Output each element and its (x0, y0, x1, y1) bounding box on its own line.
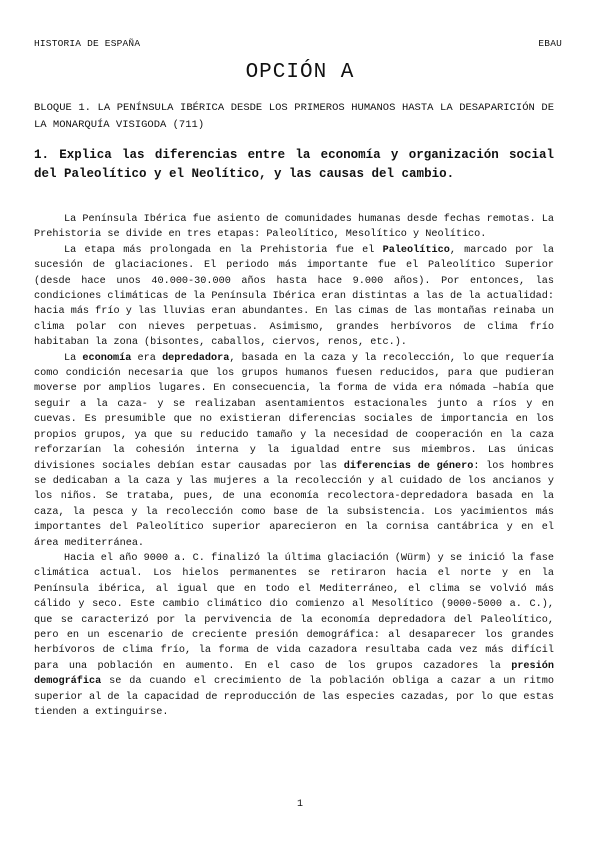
paragraph-3-text-g: : los hombres se dedicaban a la caza y las mujeres a la recolección y al cuidado de los ancianos y los niños. Se trataba, pues, de una economía recolectora-depredadora basada en la caza, la pesca y la recolección como base de la subsistencia. Los yacimientos más importantes del Paleolítico superior aparecieron en la cornisa cantábrica y en el área mediterránea. (34, 460, 554, 549)
question-heading: 1. Explica las diferencias entre la economía y organización social del Paleolítico y el Neolítico, y las causas del cambio. (34, 148, 554, 181)
page-number: 1 (296, 799, 303, 810)
term-diferencias-genero: diferencias de género (343, 460, 474, 472)
answer-body (34, 212, 554, 720)
paragraph-4 (34, 551, 554, 720)
term-presion-demografica: presión demográfica (34, 660, 554, 688)
paragraph-3-text-e: , basada en la caza y la recolección, lo que requería como condición necesaria que los grupos humanos fuesen reducidos, para que pudieran moverse por amplios lugares. En consecuencia, la forma de vida era nómada –había que seguir a la caza- y se realizaban asentamientos estacionales junto a ríos y en cuevas. Es presumible que no existieran diferencias sociales de importancia en los propios grupos, ya que su reducido tamaño y la necesidad de cooperación en la caza reforzarían la cohesión interna y la igualdad entre sus miembros. Las únicas divisiones sociales debían estar causadas por las (34, 352, 555, 472)
paragraph-2-text-a: La etapa más prolongada en la Prehistoria fue el (64, 244, 383, 256)
term-economia: economía (82, 352, 132, 364)
block-heading: BLOQUE 1. LA PENÍNSULA IBÉRICA DESDE LOS PRIMEROS HUMANOS HASTA LA DESAPARICIÓN DE LA MONARQUÍA VISIGODA (711) (34, 102, 554, 131)
paragraph-1-text: La Península Ibérica fue asiento de comunidades humanas desde fechas remotas. La Prehistoria se divide en tres etapas: Paleolítico, Mesolítico y Neolítico. (34, 214, 554, 241)
header-subject: HISTORIA DE ESPAÑA (34, 38, 141, 49)
header-exam: EBAU (538, 38, 562, 49)
paragraph-1 (34, 212, 554, 243)
paragraph-4-text-a: Hacia el año 9000 a. C. finalizó la última glaciación (Würm) y se inició la fase climática actual. Los hielos permanentes se retiraron hacia el norte y en la Península ibérica, al igual que en todo el Mediterráneo, el clima se volvió más cálido y seco. Este cambio climático dio comienzo al Mesolítico (9000-5000 a. C.), que se caracterizó por la pervivencia de la economía depredadora del Paleolítico, pero en un escenario de creciente presión demográfica: al desaparecer los grandes herbívoros de clima frío, la forma de vida cazadora resultaba cada vez más difícil para una población en aumento. En el caso de los grupos cazadores la (34, 552, 554, 672)
paragraph-3-text-c: era (131, 352, 163, 364)
paragraph-2-text-c: , marcado por la sucesión de glaciaciones. El periodo más importante fue el Paleolítico Superior (desde hace unos 40.000-30.000 años hasta hace 9.000 años). Por entonces, las condiciones climáticas de la Península Ibérica eran distintas a las de la actualidad: hacia más frío y las lluvias eran abundantes. En las cimas de las montañas reinaba un clima polar con nieves perpetuas. Asimismo, grandes herbívoros de clima frío habitaban la zona (bisontes, caballos, ciervos, renos, etc.). (34, 244, 554, 349)
term-depredadora: depredadora (162, 352, 230, 364)
paragraph-3-text-a: La (64, 352, 83, 364)
paragraph-4-text-c: se da cuando el crecimiento de la población obliga a cazar a un ritmo superior al de la capacidad de reproducción de las especies cazadas, por lo que estas tienden a extinguirse. (34, 676, 554, 718)
paragraph-2 (34, 243, 554, 351)
paragraph-3 (34, 351, 554, 551)
term-paleolitico: Paleolítico (382, 244, 450, 256)
page-title: OPCIÓN A (245, 61, 355, 84)
